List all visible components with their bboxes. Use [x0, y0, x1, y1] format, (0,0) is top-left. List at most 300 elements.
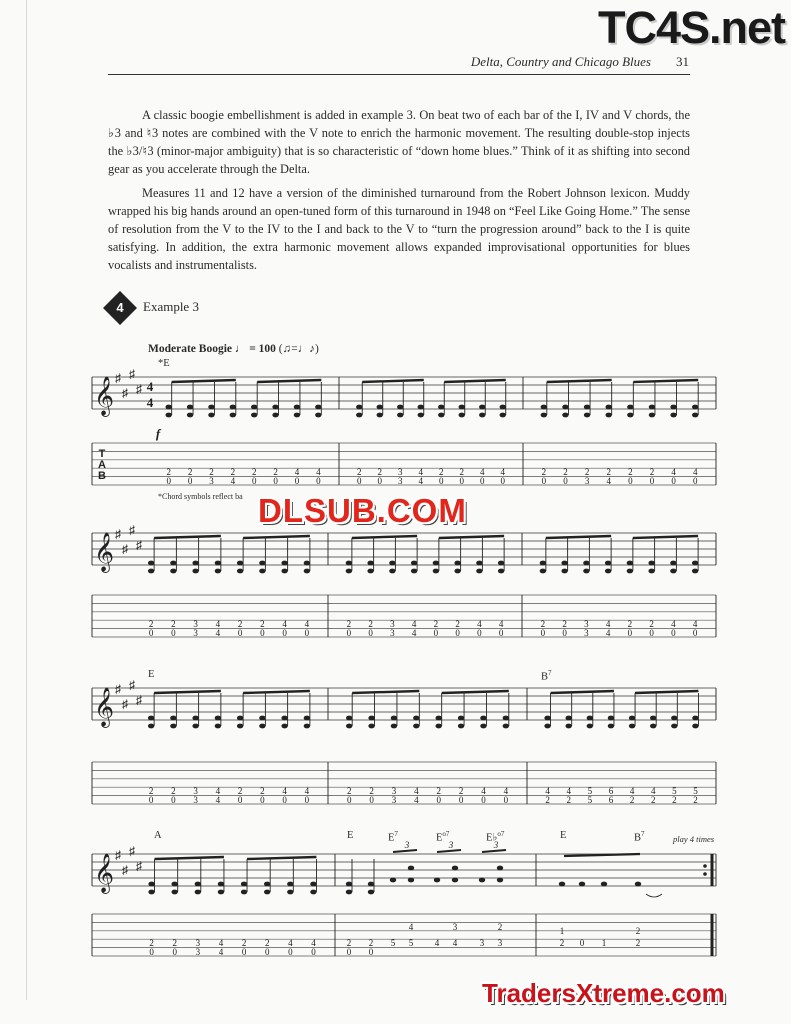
tab-fret-number: 4: [215, 786, 221, 796]
chord-symbol-e7: $E^7$: [388, 830, 398, 844]
tab-fret-number: 2: [172, 938, 177, 948]
note-head: [605, 561, 611, 566]
tab-fret-number: 2: [346, 938, 352, 948]
tab-fret-number: 2: [237, 619, 243, 629]
tab-fret-number: 6: [608, 795, 614, 805]
note-head: [433, 561, 439, 566]
beam: [155, 857, 224, 859]
tab-fret-number: 0: [481, 795, 486, 805]
tab-fret-number: 4: [411, 628, 417, 638]
tab-fret-number: 0: [171, 795, 176, 805]
note-head: [458, 724, 464, 729]
tab-fret-number: 2: [629, 795, 635, 805]
tab-fret-number: 0: [503, 795, 509, 805]
tab-fret-number: 4: [629, 786, 635, 796]
tab-fret-number: 2: [368, 938, 374, 948]
note-head: [500, 413, 506, 418]
note-head: [367, 569, 373, 574]
tab-fret-number: 0: [237, 795, 243, 805]
running-head: Delta, Country and Chicago Blues: [470, 54, 651, 69]
note-head: [627, 561, 633, 566]
chord-symbol-ebdim7: E♭$^{o7}$: [486, 830, 505, 844]
note-head: [165, 413, 171, 418]
tab-fret-number: 2: [628, 467, 633, 477]
tab-fret-number: 3: [209, 476, 214, 486]
note-head: [459, 413, 465, 418]
note-head: [648, 561, 654, 566]
tab-fret-number: 2: [459, 467, 464, 477]
tab-fret-number: 4: [605, 628, 611, 638]
tab-fret-number: 4: [294, 467, 300, 477]
tab-fret-number: 4: [452, 938, 458, 948]
tab-fret-number: 2: [584, 467, 590, 477]
tab-fret-number: 0: [458, 795, 464, 805]
tab-fret-number: 3: [195, 938, 201, 948]
note-head: [315, 413, 321, 418]
note-head: [218, 882, 224, 887]
note-head: [241, 882, 247, 887]
tab-fret-number: 4: [605, 619, 611, 629]
tab-fret-number: 3: [390, 619, 395, 629]
tab-fret-number: 4: [671, 619, 676, 629]
note-head: [230, 405, 236, 410]
tab-fret-number: 2: [171, 619, 176, 629]
tab-fret-number: 4: [408, 922, 414, 932]
note-head: [195, 882, 201, 887]
note-head: [356, 405, 362, 410]
note-head: [418, 405, 424, 410]
chord-symbol-a: A: [154, 830, 162, 841]
note-head: [281, 569, 287, 574]
tab-fret-number: 2: [455, 619, 460, 629]
note-head: [671, 724, 677, 729]
key-signature-sharp: ♯: [129, 844, 135, 858]
note-head: [498, 569, 504, 574]
note-head: [692, 561, 698, 566]
note-head: [251, 405, 257, 410]
tab-fret-number: 0: [369, 795, 374, 805]
tab-fret-number: 2: [693, 795, 698, 805]
tab-fret-number: 2: [606, 467, 611, 477]
note-head: [413, 716, 419, 721]
tab-fret-number: 4: [414, 795, 419, 805]
turnaround-note: [452, 866, 458, 871]
tie-curve: [646, 894, 662, 897]
tab-fret-number: 5: [672, 786, 677, 796]
note-head: [391, 724, 397, 729]
note-head: [294, 413, 300, 418]
chord-symbol-b7: $B^7$: [541, 669, 552, 683]
note-head: [187, 413, 193, 418]
note-head: [692, 724, 698, 729]
repeat-dot: [703, 872, 707, 876]
note-head: [435, 716, 441, 721]
note-head: [562, 413, 568, 418]
key-signature-sharp: ♯: [136, 693, 142, 707]
beam: [243, 691, 310, 693]
note-head: [479, 405, 485, 410]
tab-fret-number: 2: [635, 938, 641, 948]
tab-fret-number: 4: [480, 467, 485, 477]
turnaround-note: [452, 878, 458, 883]
note-head: [565, 724, 571, 729]
note-head: [389, 561, 395, 566]
tab-fret-number: 5: [390, 938, 396, 948]
note-head: [237, 561, 243, 566]
tab-fret-number: 0: [649, 476, 655, 486]
note-head: [627, 569, 633, 574]
note-head: [170, 724, 176, 729]
example-title: Example 3: [143, 299, 199, 314]
note-head: [259, 569, 265, 574]
tab-fret-number: 0: [346, 795, 352, 805]
note-head: [170, 716, 176, 721]
tab-fret-number: 3: [195, 947, 201, 957]
beam: [551, 691, 614, 693]
note-head: [272, 405, 278, 410]
tab-clef-letter: T: [98, 448, 106, 460]
tab-fret-number: 2: [230, 467, 236, 477]
chord-symbol-e: E: [148, 669, 155, 680]
key-signature-sharp: ♯: [122, 863, 128, 877]
tab-fret-number: 2: [251, 467, 257, 477]
note-head: [476, 569, 482, 574]
tab-fret-number: 2: [635, 926, 641, 936]
tab-fret-number: 3: [193, 786, 198, 796]
tab-fret-number: 0: [439, 476, 444, 486]
note-head: [438, 413, 444, 418]
note-head: [670, 405, 676, 410]
tab-fret-number: 0: [498, 628, 504, 638]
tab-fret-number: 0: [346, 628, 352, 638]
note-head: [192, 716, 198, 721]
tab-fret-number: 0: [649, 628, 654, 638]
tab-fret-number: 2: [149, 938, 154, 948]
beam: [362, 380, 424, 382]
triplet-mark: 3: [493, 840, 499, 850]
note-head: [503, 724, 509, 729]
tab-fret-number: 2: [439, 467, 444, 477]
note-head: [294, 405, 300, 410]
key-signature-sharp: ♯: [115, 371, 121, 385]
key-signature-sharp: ♯: [115, 682, 121, 696]
note-head: [251, 413, 257, 418]
beam: [482, 850, 506, 852]
tab-fret-number: 0: [377, 476, 382, 486]
turnaround-note: [497, 878, 503, 883]
final-bar-note: [579, 882, 585, 887]
tab-fret-number: 4: [566, 786, 571, 796]
note-head: [165, 405, 171, 410]
tab-fret-number: 0: [251, 476, 257, 486]
final-bar-note: [559, 882, 565, 887]
tab-fret-number: 0: [148, 795, 154, 805]
tab-fret-number: 2: [566, 795, 571, 805]
note-head: [561, 561, 567, 566]
note-head: [346, 561, 352, 566]
note-head: [208, 413, 214, 418]
tab-fret-number: 0: [171, 628, 176, 638]
note-head: [479, 413, 485, 418]
note-head: [148, 724, 154, 729]
chord-symbol-b7: $B^7$: [634, 830, 645, 844]
tab-fret-number: 4: [411, 619, 417, 629]
note-head: [608, 724, 614, 729]
note-head: [544, 716, 550, 721]
tab-fret-number: 5: [693, 786, 698, 796]
tab-fret-number: 2: [273, 467, 278, 477]
note-head: [648, 569, 654, 574]
tab-fret-number: 0: [480, 476, 485, 486]
tab-fret-number: 2: [368, 619, 373, 629]
tab-fret-number: 0: [241, 947, 247, 957]
note-head: [541, 413, 547, 418]
tab-clef-letter: B: [98, 470, 106, 482]
note-head: [413, 724, 419, 729]
tab-fret-number: 2: [562, 619, 567, 629]
tab-fret-number: 0: [368, 947, 374, 957]
tab-fret-number: 4: [215, 619, 221, 629]
note-head: [692, 569, 698, 574]
beam: [154, 536, 221, 538]
note-head: [346, 882, 352, 887]
tab-fret-number: 0: [304, 795, 310, 805]
tab-fret-number: 0: [294, 476, 300, 486]
triplet-mark: 3: [448, 840, 454, 850]
note-head: [433, 569, 439, 574]
key-signature-sharp: ♯: [122, 542, 128, 556]
note-head: [541, 405, 547, 410]
tab-fret-number: 2: [357, 467, 362, 477]
note-head: [454, 561, 460, 566]
note-head: [287, 882, 293, 887]
note-head: [671, 716, 677, 721]
note-head: [272, 413, 278, 418]
beam: [547, 380, 612, 382]
tab-fret-number: 2: [260, 786, 265, 796]
tab-fret-number: 4: [498, 619, 504, 629]
note-head: [259, 724, 265, 729]
beam: [352, 536, 417, 538]
tab-fret-number: 2: [264, 938, 270, 948]
note-head: [259, 561, 265, 566]
note-head: [458, 716, 464, 721]
note-head: [346, 724, 352, 729]
tab-fret-number: 0: [500, 476, 505, 486]
note-head: [170, 561, 176, 566]
note-head: [215, 716, 221, 721]
note-head: [368, 716, 374, 721]
tab-clef-letter: A: [98, 459, 106, 471]
final-bar-note: [601, 882, 607, 887]
tab-fret-number: 4: [545, 786, 550, 796]
tab-fret-number: 0: [311, 947, 316, 957]
tab-fret-number: 4: [218, 947, 224, 957]
note-head: [215, 561, 221, 566]
tab-fret-number: 0: [540, 628, 546, 638]
note-head: [670, 413, 676, 418]
tab-fret-number: 0: [260, 795, 265, 805]
note-head: [304, 716, 310, 721]
tab-fret-number: 4: [215, 628, 221, 638]
tab-fret-number: 0: [692, 628, 698, 638]
note-head: [480, 716, 486, 721]
tab-fret-number: 3: [452, 922, 458, 932]
key-signature-sharp: ♯: [122, 697, 128, 711]
note-head: [411, 569, 417, 574]
turnaround-note: [390, 878, 396, 883]
note-head: [148, 561, 154, 566]
tab-fret-number: 2: [433, 619, 439, 629]
tab-fret-number: 5: [408, 938, 414, 948]
tempo-text: Moderate Boogie ♩ = 100: [148, 343, 276, 355]
note-head: [310, 882, 316, 887]
tab-fret-number: 4: [503, 786, 509, 796]
note-head: [192, 724, 198, 729]
tab-fret-number: 4: [282, 786, 287, 796]
note-head: [195, 890, 201, 895]
tab-fret-number: 0: [563, 476, 568, 486]
tab-fret-number: 1: [559, 926, 565, 936]
tab-fret-number: 0: [459, 476, 464, 486]
tab-fret-number: 0: [477, 628, 482, 638]
tab-fret-number: 2: [209, 467, 214, 477]
note-head: [459, 405, 465, 410]
treble-clef-icon: 𝄞: [93, 376, 115, 416]
repeat-instruction: play 4 times: [673, 834, 715, 844]
tab-fret-number: 0: [148, 628, 154, 638]
tab-fret-number: 3: [398, 476, 403, 486]
time-signature-top: 4: [146, 379, 154, 394]
tab-fret-number: 4: [288, 938, 293, 948]
note-head: [230, 413, 236, 418]
tab-fret-number: 4: [481, 786, 486, 796]
tab-fret-number: 4: [692, 467, 698, 477]
beam: [546, 536, 611, 538]
beam: [437, 850, 461, 852]
key-signature-sharp: ♯: [129, 523, 135, 537]
note-head: [304, 724, 310, 729]
repeat-dot: [703, 864, 707, 868]
time-signature-bottom: 4: [146, 395, 154, 410]
tab-fret-number: 0: [316, 476, 321, 486]
tab-fret-number: 3: [193, 619, 198, 629]
tab-fret-number: 2: [436, 786, 441, 796]
note-head: [583, 561, 589, 566]
note-head: [670, 569, 676, 574]
beam: [633, 380, 698, 382]
note-head: [608, 716, 614, 721]
tab-fret-number: 5: [587, 786, 593, 796]
note-head: [540, 561, 546, 566]
key-signature-sharp: ♯: [115, 527, 121, 541]
tab-fret-number: 1: [601, 938, 607, 948]
note-head: [187, 405, 193, 410]
note-head: [346, 569, 352, 574]
beam: [442, 691, 509, 693]
watermark-tc4s: TC4S.net: [598, 2, 786, 53]
note-head: [304, 561, 310, 566]
turnaround-note: [479, 878, 485, 883]
treble-clef-icon: 𝄞: [93, 687, 115, 727]
tab-fret-number: 2: [260, 619, 265, 629]
note-head: [438, 405, 444, 410]
tab-fret-number: 2: [649, 467, 655, 477]
note-head: [649, 405, 655, 410]
tab-fret-number: 2: [458, 786, 464, 796]
note-head: [480, 724, 486, 729]
note-head: [627, 413, 633, 418]
tab-fret-number: 0: [436, 795, 441, 805]
tab-fret-number: 3: [398, 467, 403, 477]
note-head: [259, 716, 265, 721]
tab-fret-number: 0: [579, 938, 585, 948]
tab-fret-number: 0: [562, 628, 567, 638]
note-head: [583, 569, 589, 574]
note-head: [368, 890, 374, 895]
tab-fret-number: 2: [541, 467, 547, 477]
note-head: [605, 569, 611, 574]
tab-fret-number: 0: [282, 628, 287, 638]
chord-symbol-e: E: [560, 830, 567, 841]
tab-fret-number: 3: [391, 795, 397, 805]
note-head: [171, 882, 177, 887]
note-head: [237, 716, 243, 721]
beam: [243, 536, 310, 538]
note-head: [264, 890, 270, 895]
note-head: [692, 405, 698, 410]
note-head: [498, 561, 504, 566]
tab-fret-number: 0: [264, 947, 270, 957]
tab-fret-number: 2: [649, 619, 654, 629]
beam: [172, 380, 236, 382]
tab-fret-number: 4: [477, 619, 482, 629]
turnaround-note: [408, 866, 414, 871]
note-head: [670, 561, 676, 566]
note-head: [346, 716, 352, 721]
tab-fret-number: 4: [414, 786, 419, 796]
tab-fret-number: 0: [671, 628, 676, 638]
tab-fret-number: 0: [455, 628, 460, 638]
note-head: [148, 716, 154, 721]
tab-fret-number: 4: [282, 619, 287, 629]
note-head: [367, 561, 373, 566]
note-head: [281, 561, 287, 566]
tab-fret-number: 4: [304, 786, 310, 796]
tab-fret-number: 0: [627, 628, 633, 638]
beam: [439, 536, 504, 538]
note-head: [587, 724, 593, 729]
tab-fret-number: 0: [628, 476, 633, 486]
note-head: [650, 716, 656, 721]
tab-fret-number: 2: [672, 795, 677, 805]
tab-fret-number: 0: [187, 476, 193, 486]
note-head: [377, 405, 383, 410]
tab-fret-number: 6: [608, 786, 614, 796]
tab-fret-number: 3: [193, 628, 198, 638]
beam: [393, 850, 417, 852]
note-head: [215, 569, 221, 574]
watermark-tradersxtreme: TradersXtreme.com: [482, 978, 725, 1008]
tab-fret-number: 2: [346, 786, 352, 796]
note-head: [208, 405, 214, 410]
page-number: 31: [676, 54, 689, 69]
note-head: [692, 413, 698, 418]
note-head: [215, 724, 221, 729]
tab-fret-number: 0: [273, 476, 278, 486]
note-head: [389, 569, 395, 574]
beam: [635, 691, 698, 693]
